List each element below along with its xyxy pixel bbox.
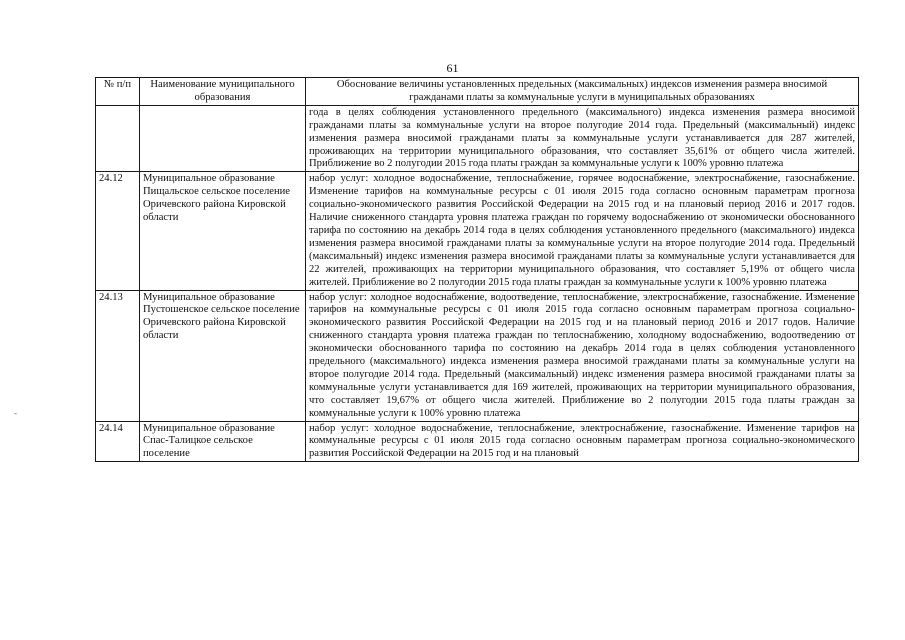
row-justification: набор услуг: холодное водоснабжение, водоотведение, теплоснабжение, электроснабжение, газоснабжение. Изменение тарифов на коммунальные ресурсы с 01 июля 2015 года согласно основным параметрам прогноза социально-экономического развития Российской Федерации на 2015 год и на плановый период 2016 и 2017 годов. Наличие сниженного стандарта уровня платежа граждан по теплоснабжению, холодному водоснабжению, водоотведению от экономически обоснованного тарифа по состоянию на декабрь 2014 года в целях соблюдения установленного предельного (максимального) индекса изменения размера вносимой гражданами платы за коммунальные услуги на второе полугодие 2014 года. Предельный (максимальный) индекс изменения размера вносимой гражданами платы за коммунальные услуги устанавливается для 169 жителей, проживающих на территории муниципального образования, что составляет 19,67% от общего числа жителей. Приближение во 2 полугодии 2015 года платы граждан за коммунальные услуги к 100% уровню платежа [306,290,859,421]
table-row [96,172,859,290]
row-number: 24.12 [96,172,140,290]
header-justification: Обоснование величины установленных предельных (максимальных) индексов изменения размера вносимой гражданами платы за коммунальные услуги в муниципальных образованиях [306,78,859,106]
table-row [96,421,859,462]
row-municipality-name: Муниципальное образование Пустошенское сельское поселение Оричевского района Кировской области [140,290,306,421]
row-number [96,105,140,172]
row-justification: года в целях соблюдения установленного предельного (максимального) индекса изменения размера вносимой гражданами платы за коммунальные услуги на второе полугодие 2014 года. Предельный (максимальный) индекс изменения размера вносимой гражданами платы за коммунальные услуги устанавливается для 287 жителей, проживающих на территории муниципального образования, что составляет 35,61% от общего числа жителей. Приближение во 2 полугодии 2015 года платы граждан за коммунальные услуги к 100% уровню платежа [306,105,859,172]
row-justification: набор услуг: холодное водоснабжение, теплоснабжение, горячее водоснабжение, электроснабжение, газоснабжение. Изменение тарифов на коммунальные ресурсы с 01 июля 2015 года согласно основным параметрам прогноза социально-экономического развития Российской Федерации на 2015 год и на плановый период 2016 и 2017 годов. Наличие сниженного стандарта уровня платежа граждан по горячему водоснабжению от экономически обоснованного тарифа по состоянию на декабрь 2014 года в целях соблюдения установленного предельного (максимального) индекса изменения размера вносимой гражданами платы за коммунальные услуги на второе полугодие 2014 года. Предельный (максимальный) индекс изменения размера вносимой гражданами платы за коммунальные услуги устанавливается для 22 жителей, проживающих на территории муниципального образования, что составляет 5,19% от общего числа жителей. Приближение во 2 полугодии 2015 года платы граждан за коммунальные услуги к 100% уровню платежа [306,172,859,290]
table-row [96,105,859,172]
row-municipality-name [140,105,306,172]
table-header-row [96,78,859,106]
tariff-justification-table [95,77,859,462]
row-municipality-name: Муниципальное образование Спас-Талицкое сельское поселение [140,421,306,462]
row-justification: набор услуг: холодное водоснабжение, теплоснабжение, электроснабжение, газоснабжение. Изменение тарифов на коммунальные ресурсы с 01 июля 2015 года согласно основным параметрам прогноза социально-экономического развития Российской Федерации на 2015 год и на плановый [306,421,859,462]
header-municipality-name: Наименование муниципального образования [140,78,306,106]
margin-mark: - [14,408,17,418]
row-number: 24.14 [96,421,140,462]
header-number: № п/п [96,78,140,106]
row-municipality-name: Муниципальное образование Пищальское сельское поселение Оричевского района Кировской области [140,172,306,290]
row-number: 24.13 [96,290,140,421]
table-row [96,290,859,421]
page-number: 61 [446,61,459,75]
